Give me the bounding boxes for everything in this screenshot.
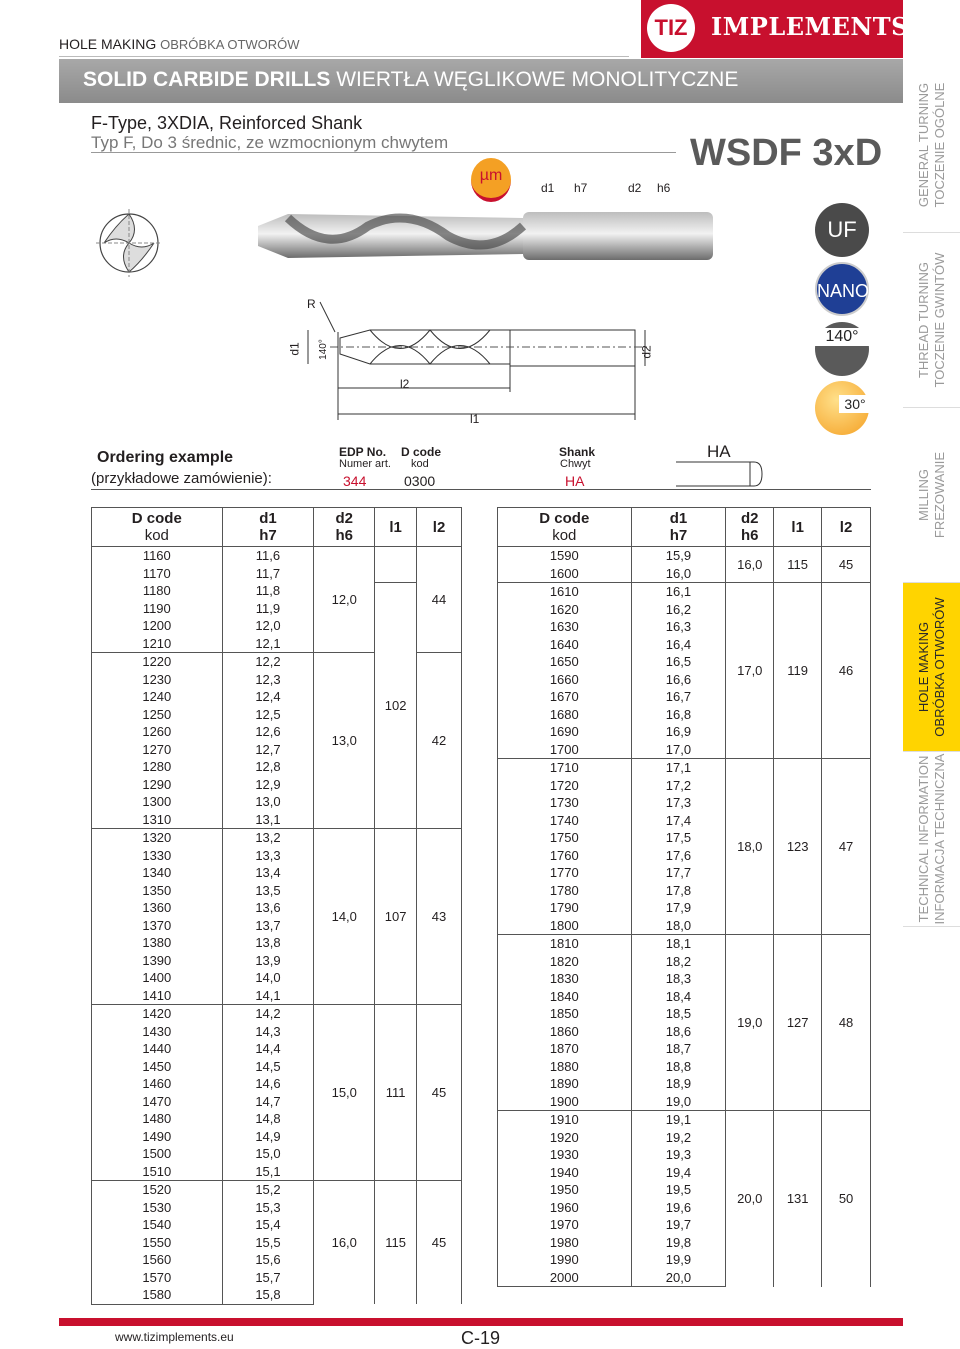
cell-dcode: 1900 [498, 1093, 632, 1111]
side-tab-milling[interactable]: MILLING FREZOWANIE [903, 408, 960, 583]
dcode-label-pl: kod [411, 458, 429, 470]
cell-l2: 47 [822, 759, 871, 935]
cell-d1: 16,5 [631, 653, 726, 671]
point-angle-label: 140° [815, 328, 869, 346]
cell-d1: 15,4 [222, 1216, 314, 1234]
header-d2: d2 h6 [314, 508, 375, 547]
cell-d1: 19,7 [631, 1216, 726, 1234]
cell-d1: 14,9 [222, 1128, 314, 1146]
cell-dcode: 1770 [498, 864, 632, 882]
cell-dcode: 1570 [92, 1269, 223, 1287]
shank-ha-icon [676, 460, 766, 488]
cell-dcode: 1650 [498, 653, 632, 671]
cell-dcode: 1980 [498, 1234, 632, 1252]
cell-dcode: 1700 [498, 741, 632, 759]
cell-d1: 16,3 [631, 618, 726, 636]
cell-d1: 13,3 [222, 847, 314, 865]
cell-d1: 13,8 [222, 934, 314, 952]
cell-dcode: 1940 [498, 1164, 632, 1182]
cell-dcode: 1820 [498, 953, 632, 971]
edp-label-pl: Numer art. [339, 458, 391, 470]
cell-d1: 15,1 [222, 1163, 314, 1181]
table-row [92, 1005, 462, 1023]
cell-dcode: 1660 [498, 671, 632, 689]
cell-dcode: 1610 [498, 583, 632, 601]
cell-d1: 13,1 [222, 811, 314, 829]
cell-d1: 11,7 [222, 565, 314, 583]
drawing-angle-label: 140° [317, 339, 329, 360]
cell-d1: 16,1 [631, 583, 726, 601]
cell-l1: 115 [375, 1181, 417, 1305]
cell-dcode: 1740 [498, 812, 632, 830]
helix-angle-label: 30° [839, 395, 871, 413]
cell-dcode: 1470 [92, 1093, 223, 1111]
cell-dcode: 1590 [498, 547, 632, 565]
cell-d2: 15,0 [314, 1005, 375, 1181]
cell-dcode: 1270 [92, 741, 223, 759]
table-row [92, 582, 462, 600]
cell-l2: 43 [417, 829, 462, 1005]
table-row [498, 1111, 871, 1129]
cell-dcode: 1460 [92, 1075, 223, 1093]
point-angle-badge-icon [815, 322, 869, 376]
dcode-label: D code [401, 445, 442, 459]
nano-badge-icon: NANO [815, 262, 869, 316]
cell-dcode: 1370 [92, 917, 223, 935]
cell-dcode: 1580 [92, 1286, 223, 1304]
cell-dcode: 1760 [498, 847, 632, 865]
cell-d1: 16,9 [631, 723, 726, 741]
cell-dcode: 1990 [498, 1251, 632, 1269]
cell-dcode: 1810 [498, 935, 632, 953]
cell-dcode: 1520 [92, 1181, 223, 1199]
ordering-divider [91, 489, 871, 490]
cell-l2: 44 [417, 547, 462, 653]
cell-dcode: 1170 [92, 565, 223, 583]
cell-l1: 115 [774, 547, 822, 583]
cell-l1 [375, 547, 417, 583]
cell-dcode: 1400 [92, 969, 223, 987]
cell-dcode: 1160 [92, 547, 223, 565]
table-row [498, 583, 871, 601]
edp-value: 344 [343, 473, 367, 489]
cell-d1: 17,2 [631, 777, 726, 795]
cell-dcode: 2000 [498, 1269, 632, 1287]
cell-dcode: 1440 [92, 1040, 223, 1058]
cell-dcode: 1500 [92, 1145, 223, 1163]
cell-dcode: 1320 [92, 829, 223, 847]
cell-dcode: 1540 [92, 1216, 223, 1234]
cell-d1: 19,5 [631, 1181, 726, 1199]
header-d2: d2 h6 [726, 508, 774, 547]
cell-dcode: 1870 [498, 1040, 632, 1058]
cell-d1: 13,2 [222, 829, 314, 847]
cell-d1: 20,0 [631, 1269, 726, 1287]
cell-d1: 15,2 [222, 1181, 314, 1199]
cell-dcode: 1420 [92, 1005, 223, 1023]
cell-l2: 45 [417, 1005, 462, 1181]
cell-dcode: 1910 [498, 1111, 632, 1129]
cell-l2: 46 [822, 583, 871, 759]
cell-dcode: 1550 [92, 1234, 223, 1252]
cell-dcode: 1780 [498, 882, 632, 900]
cell-dcode: 1790 [498, 899, 632, 917]
brand-name: IMPLEMENTS [711, 12, 909, 41]
cell-l1: 107 [375, 829, 417, 1005]
cell-d1: 13,4 [222, 864, 314, 882]
header-l2: l2 [822, 508, 871, 547]
cell-l1: 111 [375, 1005, 417, 1181]
cell-dcode: 1890 [498, 1075, 632, 1093]
cell-d1: 14,5 [222, 1058, 314, 1076]
brand-logo [641, 0, 909, 58]
cell-d1: 14,6 [222, 1075, 314, 1093]
model-name: WSDF 3xD [690, 132, 883, 174]
cell-dcode: 1710 [498, 759, 632, 777]
cell-d2: 14,0 [314, 829, 375, 1005]
cell-l2: 42 [417, 653, 462, 829]
page-title-bold: SOLID CARBIDE DRILLS [83, 68, 331, 91]
cell-dcode: 1300 [92, 793, 223, 811]
cell-d1: 11,6 [222, 547, 314, 565]
cell-dcode: 1280 [92, 758, 223, 776]
tol-d2-h6: h6 [657, 181, 671, 195]
cell-dcode: 1240 [92, 688, 223, 706]
cell-dcode: 1830 [498, 970, 632, 988]
cell-dcode: 1310 [92, 811, 223, 829]
dcode-value: 0300 [404, 473, 436, 489]
cell-l1: 131 [774, 1111, 822, 1287]
header-dcode: D code kod [92, 508, 223, 547]
table-row [92, 829, 462, 847]
cell-d1: 15,6 [222, 1251, 314, 1269]
drawing-l2-label: l2 [400, 377, 410, 391]
cell-d1: 18,8 [631, 1058, 726, 1076]
cell-d1: 19,3 [631, 1146, 726, 1164]
drawing-d1-label: d1 [287, 342, 302, 356]
cell-dcode: 1730 [498, 794, 632, 812]
cell-dcode: 1680 [498, 706, 632, 724]
cell-d1: 14,4 [222, 1040, 314, 1058]
cell-d1: 19,0 [631, 1093, 726, 1111]
shank-icon-label: HA [707, 442, 731, 461]
cell-dcode: 1480 [92, 1110, 223, 1128]
cell-dcode: 1340 [92, 864, 223, 882]
cell-l1: 127 [774, 935, 822, 1111]
side-tab-general-turning[interactable]: GENERAL TURNING TOCZENIE OGÓLNE [903, 58, 960, 233]
cell-l1: 102 [375, 582, 417, 829]
cell-dcode: 1600 [498, 565, 632, 583]
cell-d1: 18,5 [631, 1005, 726, 1023]
cell-d1: 17,4 [631, 812, 726, 830]
cell-d1: 15,0 [222, 1145, 314, 1163]
subtitle-en: F-Type, 3XDIA, Reinforced Shank [91, 113, 363, 133]
shank-label: Shank [559, 445, 596, 459]
cell-d1: 17,5 [631, 829, 726, 847]
cell-dcode: 1350 [92, 882, 223, 900]
side-tab-technical-information[interactable]: TECHNICAL INFORMATION INFORMACJA TECHNICZNA [903, 752, 960, 927]
cell-d1: 12,4 [222, 688, 314, 706]
drill-technical-drawing [280, 292, 660, 427]
cell-dcode: 1220 [92, 653, 223, 671]
cell-dcode: 1720 [498, 777, 632, 795]
cell-dcode: 1880 [498, 1058, 632, 1076]
cell-d1: 17,8 [631, 882, 726, 900]
page-number: C-19 [461, 1328, 501, 1348]
cell-dcode: 1290 [92, 776, 223, 794]
cell-dcode: 1330 [92, 847, 223, 865]
cell-d1: 13,6 [222, 899, 314, 917]
cell-d1: 18,6 [631, 1023, 726, 1041]
tol-d1-h7: h7 [574, 181, 588, 195]
page-title-bar [59, 59, 903, 103]
shank-label-pl: Chwyt [560, 458, 591, 470]
cell-d1: 17,9 [631, 899, 726, 917]
cell-dcode: 1750 [498, 829, 632, 847]
cell-dcode: 1230 [92, 671, 223, 689]
cell-d1: 13,9 [222, 952, 314, 970]
drill-table-right [497, 507, 871, 1287]
header-dcode: D code kod [498, 508, 632, 547]
cell-d2: 19,0 [726, 935, 774, 1111]
table-row [92, 547, 462, 565]
header-divider [59, 56, 629, 57]
helix-angle-badge-icon [815, 381, 869, 435]
cell-d1: 12,0 [222, 617, 314, 635]
cell-l2: 48 [822, 935, 871, 1111]
cell-d1: 14,8 [222, 1110, 314, 1128]
cell-d1: 12,2 [222, 653, 314, 671]
cell-d1: 19,4 [631, 1164, 726, 1182]
side-tab-hole-making[interactable]: HOLE MAKING OBRÓBKA OTWORÓW [903, 583, 960, 752]
cell-d1: 14,3 [222, 1023, 314, 1041]
cell-dcode: 1950 [498, 1181, 632, 1199]
cell-dcode: 1450 [92, 1058, 223, 1076]
edp-label: EDP No. [339, 445, 387, 459]
cell-d1: 12,7 [222, 741, 314, 759]
cell-l1: 123 [774, 759, 822, 935]
cell-dcode: 1210 [92, 635, 223, 653]
cell-d1: 16,7 [631, 688, 726, 706]
cell-d1: 19,2 [631, 1129, 726, 1147]
cell-d1: 17,1 [631, 759, 726, 777]
cell-d1: 15,5 [222, 1234, 314, 1252]
cell-dcode: 1690 [498, 723, 632, 741]
cell-dcode: 1380 [92, 934, 223, 952]
cell-d2: 16,0 [314, 1181, 375, 1305]
drill-cross-section-icon [96, 205, 166, 280]
ordering-title: Ordering example [97, 449, 234, 466]
cell-d1: 11,8 [222, 582, 314, 600]
table-row [498, 759, 871, 777]
tol-d1: d1 [541, 181, 555, 195]
cell-d1: 18,7 [631, 1040, 726, 1058]
cell-d1: 17,7 [631, 864, 726, 882]
cell-d1: 13,7 [222, 917, 314, 935]
header-d1: d1 h7 [631, 508, 726, 547]
ordering-title-pl: (przykładowe zamówienie): [91, 470, 272, 487]
cell-dcode: 1250 [92, 706, 223, 724]
cell-d1: 12,8 [222, 758, 314, 776]
micron-icon: µm [471, 158, 511, 202]
cell-dcode: 1620 [498, 601, 632, 619]
cell-d1: 12,6 [222, 723, 314, 741]
section-label: HOLE MAKING OBRÓBKA OTWORÓW [59, 36, 300, 52]
cell-dcode: 1670 [498, 688, 632, 706]
cell-d1: 12,1 [222, 635, 314, 653]
cell-d2: 16,0 [726, 547, 774, 583]
cell-d1: 14,1 [222, 987, 314, 1005]
cell-d1: 17,6 [631, 847, 726, 865]
cell-dcode: 1490 [92, 1128, 223, 1146]
cell-d1: 15,9 [631, 547, 726, 565]
cell-d1: 17,0 [631, 741, 726, 759]
subtitle-pl: Typ F, Do 3 średnic, ze wzmocnionym chwytem [91, 133, 449, 152]
cell-dcode: 1190 [92, 600, 223, 618]
cell-l1: 119 [774, 583, 822, 759]
cell-d1: 14,2 [222, 1005, 314, 1023]
tiz-logo-icon: TIZ [647, 4, 695, 52]
cell-d2: 12,0 [314, 547, 375, 653]
cell-d1: 13,5 [222, 882, 314, 900]
cell-d1: 16,4 [631, 636, 726, 654]
cell-dcode: 1180 [92, 582, 223, 600]
cell-dcode: 1410 [92, 987, 223, 1005]
cell-d1: 18,3 [631, 970, 726, 988]
header-l2: l2 [417, 508, 462, 547]
cell-d1: 16,2 [631, 601, 726, 619]
cell-l2: 45 [417, 1181, 462, 1305]
cell-dcode: 1840 [498, 988, 632, 1006]
cell-dcode: 1850 [498, 1005, 632, 1023]
cell-dcode: 1260 [92, 723, 223, 741]
cell-d2: 13,0 [314, 653, 375, 829]
cell-d2: 18,0 [726, 759, 774, 935]
cell-d1: 19,1 [631, 1111, 726, 1129]
cell-d1: 14,7 [222, 1093, 314, 1111]
cell-dcode: 1530 [92, 1199, 223, 1217]
cell-d1: 13,0 [222, 793, 314, 811]
drawing-d2-label: d2 [639, 345, 654, 359]
header-d1: d1 h7 [222, 508, 314, 547]
cell-d1: 17,3 [631, 794, 726, 812]
cell-d1: 19,8 [631, 1234, 726, 1252]
footer-url[interactable]: www.tizimplements.eu [115, 1330, 234, 1344]
side-tab-thread-turning[interactable]: THREAD TURNING TOCZENIE GWINTÓW [903, 233, 960, 408]
header-l1: l1 [375, 508, 417, 547]
cell-d1: 15,8 [222, 1286, 314, 1304]
cell-d1: 15,3 [222, 1199, 314, 1217]
cell-d2: 17,0 [726, 583, 774, 759]
cell-l2: 50 [822, 1111, 871, 1287]
drawing-r-label: R [307, 297, 316, 311]
uf-badge-icon: UF [815, 203, 869, 257]
cell-d1: 19,9 [631, 1251, 726, 1269]
cell-d1: 18,0 [631, 917, 726, 935]
cell-dcode: 1360 [92, 899, 223, 917]
drill-table-left [91, 507, 462, 1305]
cell-l2: 45 [822, 547, 871, 583]
drill-photo [248, 196, 718, 276]
cell-d1: 12,5 [222, 706, 314, 724]
cell-dcode: 1920 [498, 1129, 632, 1147]
cell-d1: 11,9 [222, 600, 314, 618]
header-l1: l1 [774, 508, 822, 547]
cell-d1: 16,8 [631, 706, 726, 724]
cell-dcode: 1430 [92, 1023, 223, 1041]
cell-d1: 14,0 [222, 969, 314, 987]
cell-dcode: 1930 [498, 1146, 632, 1164]
cell-d1: 19,6 [631, 1199, 726, 1217]
cell-d1: 16,6 [631, 671, 726, 689]
cell-d1: 15,7 [222, 1269, 314, 1287]
cell-dcode: 1200 [92, 617, 223, 635]
cell-d1: 18,9 [631, 1075, 726, 1093]
cell-d2: 20,0 [726, 1111, 774, 1287]
cell-dcode: 1630 [498, 618, 632, 636]
drawing-l1-label: l1 [470, 412, 480, 426]
footer-bar [59, 1318, 903, 1326]
cell-dcode: 1860 [498, 1023, 632, 1041]
table-row [498, 935, 871, 953]
cell-dcode: 1800 [498, 917, 632, 935]
cell-dcode: 1510 [92, 1163, 223, 1181]
cell-d1: 12,3 [222, 671, 314, 689]
table-row [92, 1181, 462, 1199]
cell-d1: 16,0 [631, 565, 726, 583]
cell-d1: 18,4 [631, 988, 726, 1006]
cell-dcode: 1560 [92, 1251, 223, 1269]
cell-dcode: 1970 [498, 1216, 632, 1234]
cell-d1: 18,2 [631, 953, 726, 971]
tol-d2: d2 [628, 181, 642, 195]
cell-dcode: 1640 [498, 636, 632, 654]
subtitle-divider [91, 152, 676, 153]
cell-d1: 18,1 [631, 935, 726, 953]
table-row [498, 547, 871, 565]
cell-dcode: 1390 [92, 952, 223, 970]
cell-d1: 12,9 [222, 776, 314, 794]
cell-dcode: 1960 [498, 1199, 632, 1217]
page-title-pl: WIERTŁA WĘGLIKOWE MONOLITYCZNE [336, 68, 739, 91]
shank-value: HA [565, 473, 585, 489]
